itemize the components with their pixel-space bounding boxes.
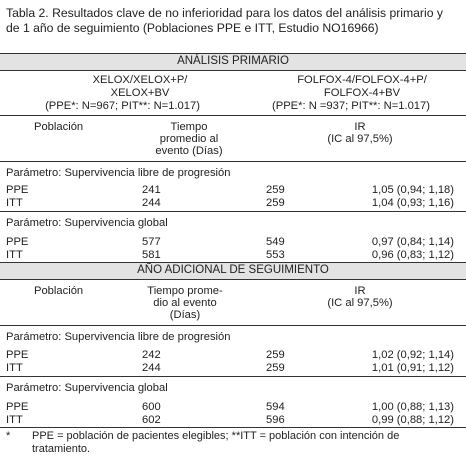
cell-time-arm1: 244 [142,362,161,374]
section-title-followup: AÑO ADICIONAL DE SEGUIMIENTO [137,264,329,276]
footnote-marker: * [6,430,11,442]
cell-population: ITT [6,249,23,261]
cell-ir: 1,02 (0,92; 1,14) [371,349,454,361]
arm2-counts: (PPE*: N =937; PIT**: N=1.017) [272,100,430,112]
header-ir-line2: (IC al 97,5%) [327,133,393,145]
arm2-line2: FOLFOX-4+BV [323,87,401,99]
arm1-line1: XELOX/XELOX+P/ [92,74,188,86]
rule [0,211,466,212]
cell-time-arm1: 602 [142,414,161,426]
param-label: Parámetro: Supervivencia libre de progresión [6,331,231,343]
arm1-counts: (PPE*: N=967; PIT**: N=1.017) [45,100,200,112]
param-label: Parámetro: Supervivencia global [6,217,168,229]
cell-ir: 0,99 (0,88; 1,12) [371,414,454,426]
table-caption: Tabla 2. Resultados clave de no inferioridad para los datos del análisis primario y de 1 año de seguimiento (Poblaciones PPE e ITT, Estudio NO16966) [6,6,443,35]
cell-time-arm1: 241 [142,184,161,196]
cell-time-arm2: 259 [266,349,285,361]
header-time-line1: Tiempo [170,121,208,133]
cell-time-arm1: 577 [142,236,161,248]
cell-population: PPE [6,184,29,196]
header-time-line2: promedio al [159,133,219,145]
rule [0,161,466,162]
header-population: Población [34,121,84,133]
cell-ir: 1,04 (0,93; 1,16) [371,197,454,209]
arm2-line1: FOLFOX-4/FOLFOX-4+P/ [297,74,427,86]
cell-population: PPE [6,349,29,361]
footnote-text: PPE = población de pacientes elegibles; **ITT = población con intención de tratamiento. [32,430,400,455]
cell-time-arm1: 242 [142,349,161,361]
header-time-line1: Tiempo prome- [147,285,223,297]
cell-time-arm2: 259 [266,184,285,196]
cell-time-arm2: 553 [266,249,285,261]
cell-population: PPE [6,401,29,413]
header-ir-line1: IR [354,121,366,133]
header-ir-line1: IR [354,285,366,297]
cell-time-arm2: 259 [266,197,285,209]
cell-population: ITT [6,414,23,426]
header-time-line3: evento (Días) [155,145,223,157]
param-label: Parámetro: Supervivencia libre de progresión [6,167,231,179]
header-time-line2: dio al evento [153,297,217,309]
rule [0,279,466,280]
cell-population: ITT [6,362,23,374]
cell-time-arm1: 600 [142,401,161,413]
rule [0,115,466,116]
cell-ir: 0,97 (0,84; 1,14) [371,236,454,248]
bottom-rule [0,427,466,428]
arm1-line2: XELOX+BV [110,87,170,99]
cell-population: PPE [6,236,29,248]
header-time-line3: (Días) [169,309,201,321]
cell-ir: 1,05 (0,94; 1,18) [371,184,454,196]
cell-time-arm2: 259 [266,362,285,374]
header-population: Población [34,285,84,297]
cell-ir: 1,00 (0,88; 1,13) [371,401,454,413]
cell-time-arm2: 594 [266,401,285,413]
cell-ir: 0,96 (0,83; 1,12) [371,249,454,261]
rule [0,70,466,71]
rule [0,376,466,377]
cell-population: ITT [6,197,23,209]
header-ir-line2: (IC al 97,5%) [327,297,393,309]
cell-ir: 1,01 (0,91; 1,12) [371,362,454,374]
rule [0,325,466,326]
param-label: Parámetro: Supervivencia global [6,382,168,394]
cell-time-arm1: 581 [142,249,161,261]
cell-time-arm1: 244 [142,197,161,209]
cell-time-arm2: 596 [266,414,285,426]
cell-time-arm2: 549 [266,236,285,248]
section-title-primary: ANÁLISIS PRIMARIO [177,55,289,67]
